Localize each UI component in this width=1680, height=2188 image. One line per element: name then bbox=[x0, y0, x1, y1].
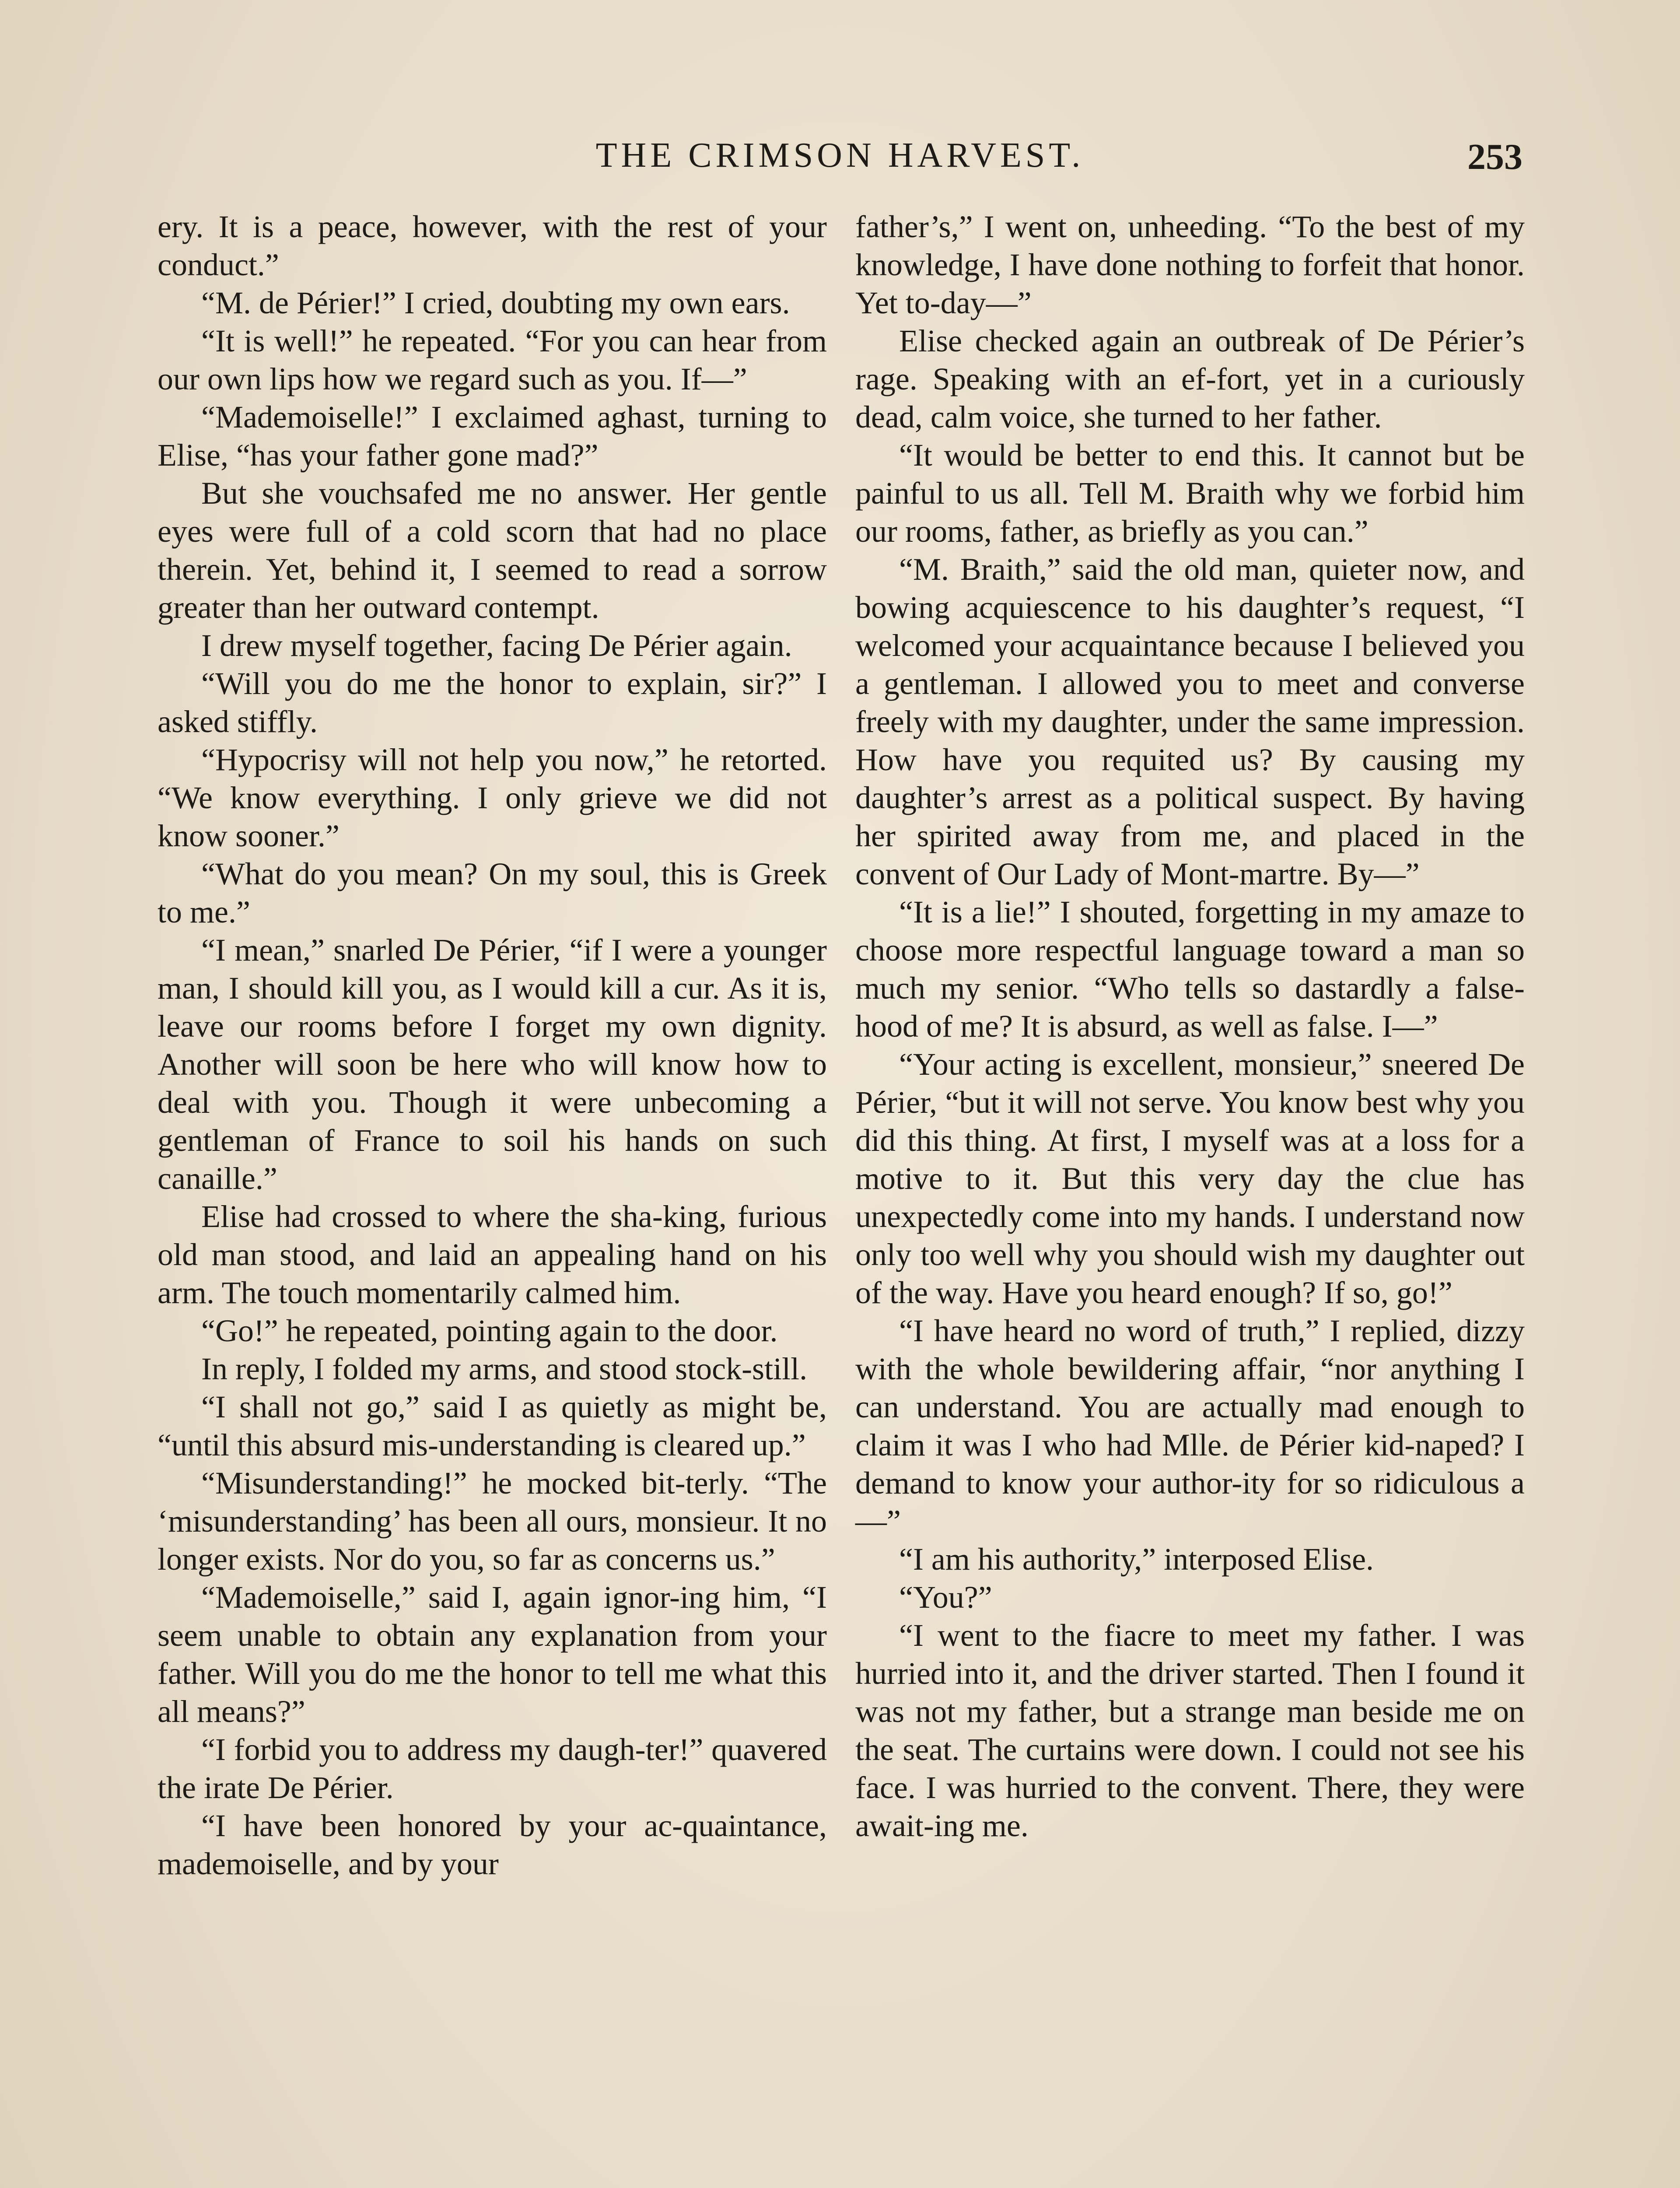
paragraph: “I am his authority,” interposed Elise. bbox=[899, 1542, 1374, 1577]
paragraph: “It is well!” he repeated. “For you can hear from our own lips how we regard such as you. If—” bbox=[158, 323, 827, 396]
paragraph: “M. de Périer!” I cried, doubting my own ears. bbox=[201, 285, 790, 320]
paragraph: Elise checked again an outbreak of De Périer’s rage. Speaking with an ef-fort, yet in a curiously dead, calm voice, she turned to her father. bbox=[855, 323, 1525, 435]
paragraph: “Go!” he repeated, pointing again to the door. bbox=[201, 1313, 778, 1348]
paragraph: “M. Braith,” said the old man, quieter now, and bowing acquiescence to his daughter’s request, “I welcomed your acquaintance because I believed you a gentleman. I allowed you to meet and converse freely with my daughter, under the same impression. How have you requited us? By causing my daughter’s arrest as a political suspect. By having her spirited away from me, and placed in the convent of Our Lady of Mont-martre. By—” bbox=[855, 552, 1525, 891]
paragraph: “Your acting is excellent, monsieur,” sneered De Périer, “but it will not serve. You know best why you did this thing. At first, I myself was at a loss for a motive to it. But this very day the clue has unexpectedly come into my hands. I understand now only too well why you should wish my daughter out of the way. Have you heard enough? If so, go!” bbox=[855, 1047, 1525, 1310]
page-number: 253 bbox=[1467, 137, 1522, 177]
paragraph: “Mademoiselle,” said I, again ignor-ing him, “I seem unable to obtain any explanation from your father. Will you do me the honor to tell me what this all means?” bbox=[158, 1580, 827, 1729]
paragraph: ery. It is a peace, however, with the rest of your conduct.” bbox=[158, 209, 827, 282]
paragraph: But she vouchsafed me no answer. Her gentle eyes were full of a cold scorn that had no place therein. Yet, behind it, I seemed to read a sorrow greater than her outward contempt. bbox=[158, 476, 827, 625]
paragraph: I drew myself together, facing De Périer again. bbox=[201, 628, 792, 663]
paragraph: Elise had crossed to where the sha-king, furious old man stood, and laid an appealing hand on his arm. The touch momentarily calmed him. bbox=[158, 1199, 827, 1310]
paragraph: “I have heard no word of truth,” I replied, dizzy with the whole bewildering affair, “nor anything I can understand. You are actually mad enough to claim it was I who had Mlle. de Périer kid-naped? I demand to know your author-ity for so ridiculous a—” bbox=[855, 1313, 1525, 1539]
paragraph: “It is a lie!” I shouted, forgetting in my amaze to choose more respectful language toward a man so much my senior. “Who tells so dastardly a false-hood of me? It is absurd, as well as false. I—” bbox=[855, 894, 1525, 1044]
paragraph: “Mademoiselle!” I exclaimed aghast, turning to Elise, “has your father gone mad?” bbox=[158, 400, 827, 473]
paragraph: father’s,” I went on, unheeding. “To the best of my knowledge, I have done nothing to forfeit that honor. Yet to-day—” bbox=[855, 209, 1525, 320]
paragraph: “I forbid you to address my daugh-ter!” quavered the irate De Périer. bbox=[158, 1732, 827, 1805]
paragraph: “What do you mean? On my soul, this is Greek to me.” bbox=[158, 856, 827, 929]
paragraph: “I went to the fiacre to meet my father. I was hurried into it, and the driver started. Then I found it was not my father, but a strange man beside me on the seat. The curtains were down. I could not see his face. I was hurried to the convent. There, they were await-ing me. bbox=[855, 1618, 1525, 1843]
paragraph: “I shall not go,” said I as quietly as might be, “until this absurd mis-understanding is cleared up.” bbox=[158, 1389, 827, 1462]
paragraph: “I mean,” snarled De Périer, “if I were a younger man, I should kill you, as I would kill a cur. As it is, leave our rooms before I forget my own dignity. Another will soon be here who will know how to deal with you. Though it were unbecoming a gentleman of France to soil his hands on such canaille.” bbox=[158, 933, 827, 1196]
left-column bbox=[158, 208, 827, 1883]
paragraph: In reply, I folded my arms, and stood stock-still. bbox=[201, 1351, 808, 1386]
paragraph: “Hypocrisy will not help you now,” he retorted. “We know everything. I only grieve we did not know sooner.” bbox=[158, 742, 827, 853]
paragraph: “It would be better to end this. It cannot but be painful to us all. Tell M. Braith why we forbid him our rooms, father, as briefly as you can.” bbox=[855, 438, 1525, 549]
paragraph: “You?” bbox=[899, 1580, 992, 1615]
paragraph: “Misunderstanding!” he mocked bit-terly. “The ‘misunderstanding’ has been all ours, monsieur. It no longer exists. Nor do you, so far as concerns us.” bbox=[158, 1466, 827, 1577]
right-column bbox=[855, 208, 1525, 1845]
running-title: THE CRIMSON HARVEST. bbox=[595, 136, 1085, 175]
paragraph: “I have been honored by your ac-quaintance, mademoiselle, and by your bbox=[158, 1808, 827, 1881]
paragraph: “Will you do me the honor to explain, sir?” I asked stiffly. bbox=[158, 666, 827, 739]
page-header bbox=[158, 127, 1522, 188]
